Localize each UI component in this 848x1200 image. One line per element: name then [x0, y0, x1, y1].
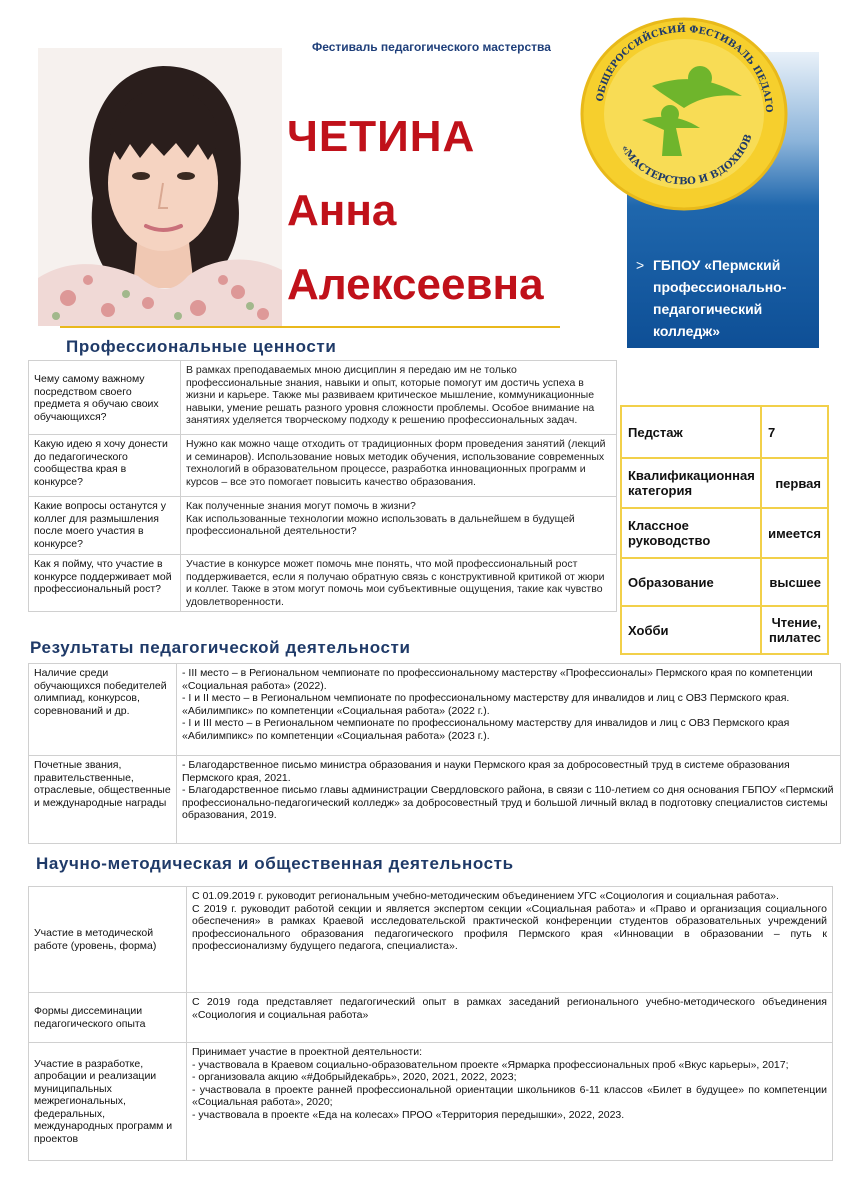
fact-label: Хобби — [621, 606, 761, 654]
table-row — [29, 435, 617, 497]
science-table — [28, 886, 833, 1161]
portrait-photo — [38, 48, 282, 326]
festival-logo — [572, 16, 796, 212]
festival-title: Фестиваль педагогического мастерства — [312, 40, 551, 54]
results-title: Результаты педагогической деятельности — [30, 638, 411, 657]
table-row — [29, 497, 617, 555]
values-title: Профессиональные ценности — [66, 337, 337, 356]
table-row — [29, 756, 841, 844]
table-row — [29, 555, 617, 612]
fact-row — [621, 458, 828, 508]
facts-table — [620, 405, 829, 655]
results-label-cell: Почетные звания, правительственные, отраслевые, общественные и международные награды — [29, 756, 177, 844]
organization-name: ГБПОУ «Пермский профессионально-педагогический колледж» — [653, 257, 787, 339]
surname: ЧЕТИНА — [287, 112, 476, 161]
fact-row — [621, 406, 828, 458]
answer-cell: Нужно как можно чаще отходить от традиционных форм проведения занятий (лекций и семинаров). Использование новых методик обучения, использование современных технологий в образовательном процессе, разработка инновационных программ и курсов – все это помогает повысить качество образования. — [181, 435, 617, 497]
gold-divider — [60, 326, 560, 328]
organization-block — [636, 254, 816, 342]
table-row — [29, 361, 617, 435]
answer-cell: Как полученные знания могут помочь в жизни? Как использованные технологии можно использовать в дальнейшем в будущей профессиональной деятельности? — [181, 497, 617, 555]
fact-label: Педстаж — [621, 406, 761, 458]
fact-label: Квалификационная категория — [621, 458, 761, 508]
fact-value: первая — [761, 458, 828, 508]
fact-value: высшее — [761, 558, 828, 606]
patronymic: Алексеевна — [287, 260, 544, 309]
fact-label: Образование — [621, 558, 761, 606]
question-cell: Какую идею я хочу донести до педагогического сообщества края в конкурсе? — [29, 435, 181, 497]
logo-motto: «МАСТЕРСТВО И ВДОХНОВ — [618, 132, 755, 188]
results-label-cell: Наличие среди обучающихся победителей олимпиад, конкурсов, соревнований и др. — [29, 664, 177, 756]
fact-value: имеется — [761, 508, 828, 558]
question-cell: Чему самому важному посредством своего предмета я обучаю своих обучающихся? — [29, 361, 181, 435]
science-text-cell: С 2019 года представляет педагогический опыт в рамках заседаний регионального учебно-методического объединения «Социология и социальная работа» — [187, 993, 833, 1043]
science-text-cell: Принимает участие в проектной деятельности: - участвовала в Краевом социально-образовательном проекте «Ярмарка профессиональных проб «Вкус карьеры», 2017; - организовала акцию «#Добрыйдекабрь», 2020, 2021, 2022, 2023; - участвовала в проекте ранней профессиональной ориентации школьников 6-11 классов «Билет в будущее» по компетенции «Социальная работа», 2020; - участвовала в проекте «Еда на колесах» ПРОО «Территория передышки», 2022, 2023. — [187, 1043, 833, 1161]
fact-label: Классное руководство — [621, 508, 761, 558]
science-label-cell: Формы диссеминации педагогического опыта — [29, 993, 187, 1043]
fact-value: Чтение, пилатес — [761, 606, 828, 654]
results-text-cell: - III место – в Региональном чемпионате по профессиональному мастерству «Профессионалы» Пермского края по компетенции «Социальная работа» (2022). - I и II место – в Региональном чемпионате по профессиональному мастерству для инвалидов и лиц с ОВЗ Пермского края. «Абилимпикс» по компетенции «Социальная работа» (2022 г.). - I и III место – в Региональном чемпионате по профессиональному мастерству для инвалидов и лиц с ОВЗ Пермского края «Абилимпикс» по компетенции «Социальная работа» (2023 г.). — [177, 664, 841, 756]
question-cell: Какие вопросы останутся у коллег для размышления после моего участия в конкурсе? — [29, 497, 181, 555]
results-text-cell: - Благодарственное письмо министра образования и науки Пермского края за добросовестный труд в системе образования Пермского края, 2021. - Благодарственное письмо главы администрации Свердловского района, в связи с 110-летием со дня основания ГБПОУ «Пермский профессионально-педагогический колледж» за добросовестный труд и большой личный вклад в подготовку специалистов системы образования, 2019. — [177, 756, 841, 844]
answer-cell: Участие в конкурсе может помочь мне понять, что мой профессиональный рост поддерживается, если я получаю обратную связь с конструктивной критикой от жюри и коллег. Также в этом могут помочь мои субъективные ощущения, такие как чувство удовлетворенности. — [181, 555, 617, 612]
table-row — [29, 1043, 833, 1161]
answer-cell: В рамках преподаваемых мною дисциплин я передаю им не только профессиональные знания, навыки и опыт, которые помогут им достичь успеха в жизни и карьере. Также мы развиваем критическое мышление, коммуникационные навыки, умение решать разного уровня сложности проблемы. Особое внимание на занятиях уделяется творческому подходу к решению профессиональных задач. — [181, 361, 617, 435]
chevron-right-icon: > — [636, 257, 645, 273]
fact-value: 7 — [761, 406, 828, 458]
science-label-cell: Участие в методической работе (уровень, форма) — [29, 887, 187, 993]
question-cell: Как я пойму, что участие в конкурсе поддерживает мой профессиональный рост? — [29, 555, 181, 612]
science-text-cell: С 01.09.2019 г. руководит региональным учебно-методическим объединением УГС «Социология и социальная работа». С 2019 г. руководит работой секции и является экспертом секции «Социальная работа» и «Право и организация социального обеспечения» в рамках Краевой исследовательской практической конференции студентов образовательных учреждений профессионального образования педагогического профиля Пермского края «Инновации в образовании – путь к профессионализму будущего педагога, специалиста». — [187, 887, 833, 993]
fact-row — [621, 508, 828, 558]
fact-row — [621, 606, 828, 654]
values-table — [28, 360, 617, 612]
results-table — [28, 663, 841, 844]
science-label-cell: Участие в разработке, апробации и реализации муниципальных межрегиональных, федеральных, международных программ и проектов — [29, 1043, 187, 1161]
science-title: Научно-методическая и общественная деятельность — [36, 854, 514, 873]
first-name: Анна — [287, 186, 397, 235]
table-row — [29, 993, 833, 1043]
table-row — [29, 664, 841, 756]
fact-row — [621, 558, 828, 606]
logo-ring-text: ОБЩЕРОССИЙСКИЙ ФЕСТИВАЛЬ ПЕДАГО — [594, 23, 775, 113]
table-row — [29, 887, 833, 993]
